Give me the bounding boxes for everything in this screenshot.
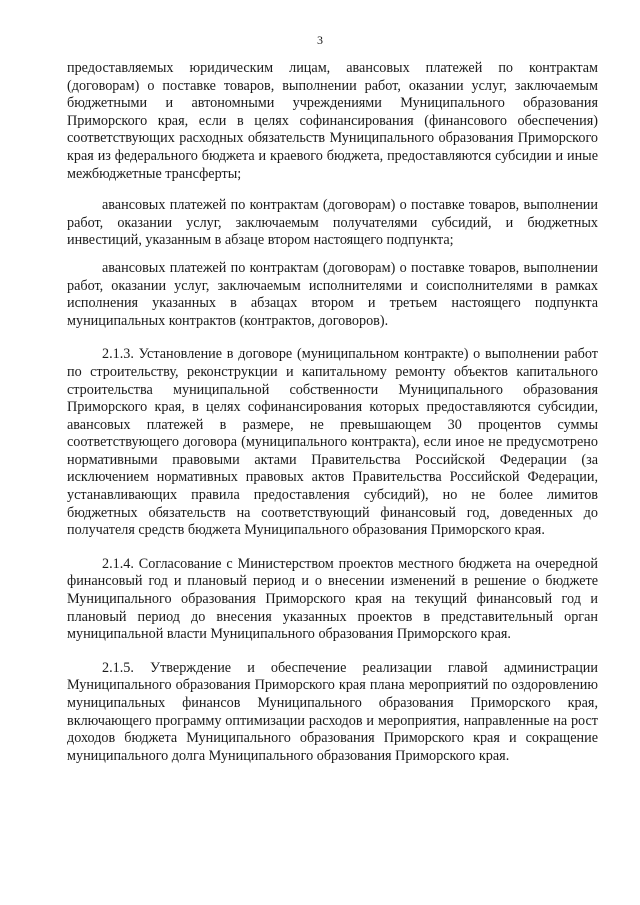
paragraph-2-1-4: 2.1.4. Согласование с Министерством проектов местного бюджета на очередной финансовый год и плановый период и о внесении изменений в решение о бюджете Муниципального образования Приморского края на текущий финансовый год и плановый период до внесения указанных проектов в представительный орган муниципальной власти Муниципального образования Приморского края.: [67, 555, 598, 643]
paragraph-advance-payments-contractors: авансовых платежей по контрактам (договорам) о поставке товаров, выполнении работ, оказании услуг, заключаемым исполнителями и соисполнителями в рамках исполнения указанных в абзацах втором и третьем настоящего подпункта муниципальных контрактов (контрактов, договоров).: [67, 259, 598, 329]
document-body: [67, 60, 598, 765]
paragraph-continuation: предоставляемых юридическим лицам, авансовых платежей по контрактам (договорам) о поставке товаров, выполнении работ, оказании услуг, заключаемым бюджетными и автономными учреждениями Муниципального образования Приморского края, если в целях софинансирования (финансового обеспечения) соответствующих расходных обязательств Муниципального образования Приморского края из федерального бюджета и краевого бюджета, предоставляются субсидии и иные межбюджетные трансферты;: [67, 60, 598, 182]
page-number: 3: [317, 33, 323, 47]
paragraph-2-1-3: 2.1.3. Установление в договоре (муниципальном контракте) о выполнении работ по строительству, реконструкции и капитальному ремонту объектов капитального строительства муниципальной собственности Муниципального образования Приморского края, в целях софинансирования которых предоставляются субсидии, авансовых платежей в размере, не превышающем 30 процентов суммы соответствующего договора (муниципального контракта), если иное не предусмотрено нормативными правовыми актами Правительства Российской Федерации (за исключением нормативных правовых актов Правительства Российской Федерации, устанавливающих правила предоставления субсидий), но не более лимитов бюджетных обязательств на соответствующий финансовый год, доведенных до получателя средств бюджета Муниципального образования Приморского края.: [67, 346, 598, 539]
paragraph-advance-payments-subsidies: авансовых платежей по контрактам (договорам) о поставке товаров, выполнении работ, оказании услуг, заключаемым получателями субсидий, и бюджетных инвестиций, указанным в абзаце втором настоящего подпункта;: [67, 197, 598, 249]
paragraph-2-1-5: 2.1.5. Утверждение и обеспечение реализации главой администрации Муниципального образования Приморского края плана мероприятий по оздоровлению муниципальных финансов Муниципального образования Приморского края, включающего программу оптимизации расходов и мероприятия, направленные на рост доходов бюджета Муниципального образования Приморского края и сокращение муниципального долга Муниципального образования Приморского края.: [67, 659, 598, 764]
